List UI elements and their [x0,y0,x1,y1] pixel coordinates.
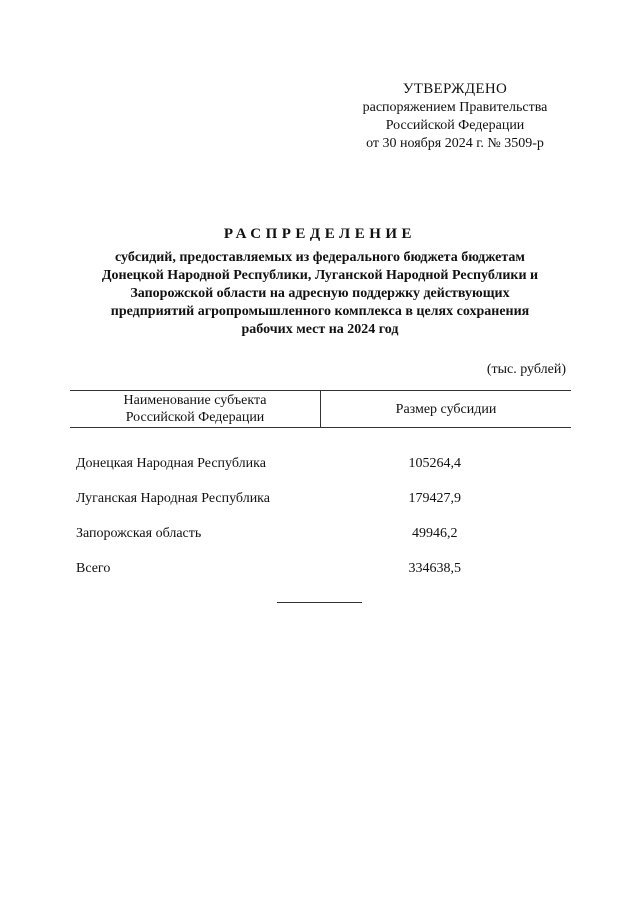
approval-line-1: распоряжением Правительства [362,100,548,115]
table-header-row [70,391,571,428]
approval-block [340,80,570,153]
subtitle-line: рабочих мест на 2024 год [241,322,399,337]
column-header-amount: Размер субсидии [321,391,572,428]
end-divider [277,602,362,603]
approval-title: УТВЕРЖДЕНО [402,81,508,97]
table-row [70,428,571,482]
approval-line-3: от 30 ноября 2024 г. № 3509-р [366,136,544,151]
table-row [70,481,571,516]
approval-line-2: Российской Федерации [385,118,525,133]
document-title: РАСПРЕДЕЛЕНИЕ [223,226,417,242]
column-header-region-line-1: Наименование субъекта [123,393,267,408]
subtitle-line: субсидий, предоставляемых из федерального бюджета бюджетам [115,250,525,265]
table-row-total [70,551,571,586]
column-header-region-line-2: Российской Федерации [125,410,265,425]
subtitle-line: предприятий агропромышленного комплекса в целях сохранения [110,304,530,319]
region-name: Запорожская область [76,525,202,541]
total-label: Всего [76,560,111,576]
region-name: Донецкая Народная Республика [76,455,266,471]
column-header-region [70,391,321,428]
subtitle-line: Запорожской области на адресную поддержку действующих [130,286,510,301]
subsidy-amount: 179427,9 [408,490,461,506]
table-row [70,516,571,551]
subsidy-amount: 49946,2 [412,525,458,541]
subtitle-line: Донецкой Народной Республики, Луганской Народной Республики и [101,268,539,283]
total-amount: 334638,5 [408,560,461,576]
region-name: Луганская Народная Республика [76,490,270,506]
units-label: (тыс. рублей) [486,362,566,377]
subsidy-table [70,390,571,586]
subsidy-amount: 105264,4 [408,455,461,471]
document-subtitle [60,249,580,339]
